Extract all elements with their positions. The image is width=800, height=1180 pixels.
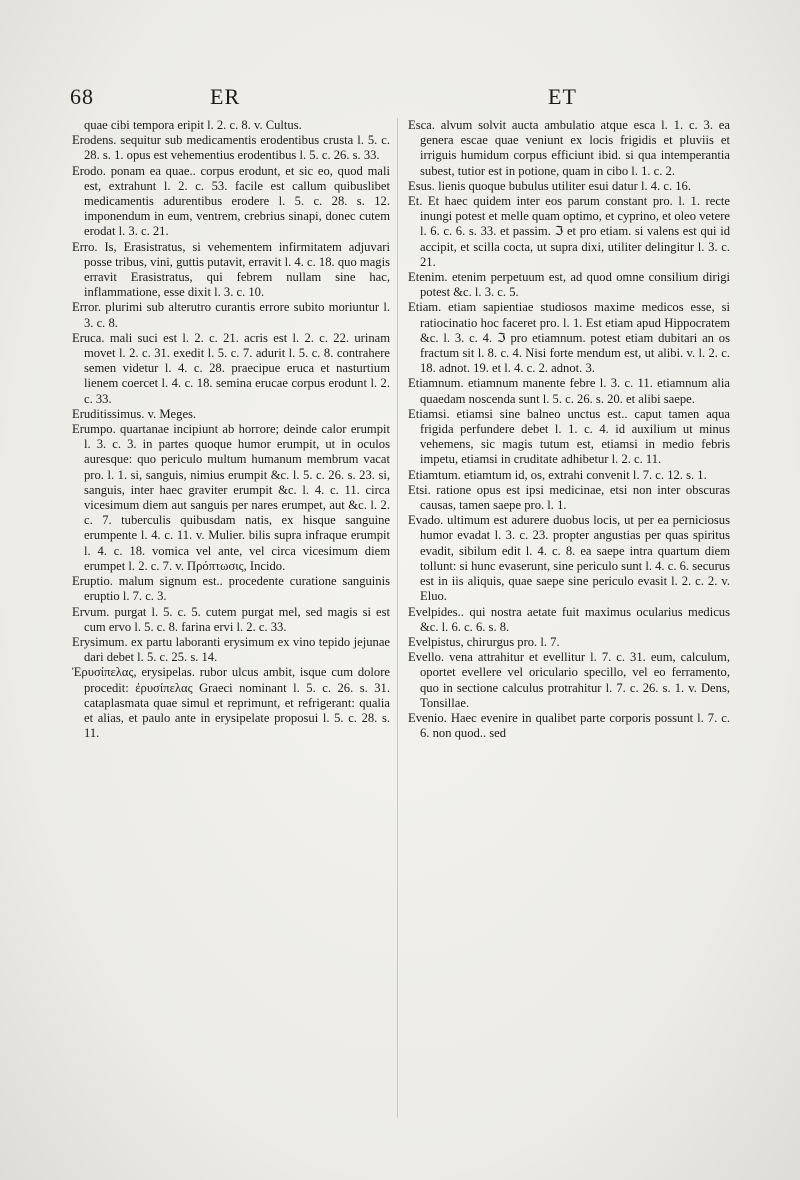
- dictionary-entry: [72, 164, 390, 240]
- dictionary-entry: [408, 483, 730, 513]
- entry-text: etiamsi sine balneo unctus est.. caput tamen aqua frigida perfundere debet l. 1. c. 4. id auxilium ut minus vehemens, sic magis tutum est, etiamsi in medio febris impetu, etiamsi in cruditate adhibetur l. 2. c. 11.: [420, 406, 730, 467]
- dictionary-entry: [408, 650, 730, 711]
- entry-headword: Eruditissimus.: [72, 406, 145, 421]
- left-running-head: ER: [210, 84, 241, 109]
- page-number: 68: [70, 84, 94, 109]
- dictionary-entry: [408, 711, 730, 741]
- entry-headword: Etiamtum.: [408, 467, 461, 482]
- entry-text: erysipelas. rubor ulcus ambit, isque cum dolore procedit: ἐρυσίπελας Graeci nominant l. 5. c. 26. s. 31. cataplasmata quae simul et reprimunt, et refrigerant: qualia et alias, et paulo ante in erysipelate proposui l. 5. c. 28. s. 11.: [84, 665, 390, 741]
- dictionary-entry: [72, 635, 390, 665]
- entry-headword: Error.: [72, 300, 102, 315]
- entry-headword: Etenim.: [408, 270, 448, 285]
- right-running-head: ET: [548, 84, 577, 109]
- entry-headword: Erodens.: [72, 133, 117, 148]
- entry-headword: Etiamnum.: [408, 376, 464, 391]
- right-column: [408, 118, 730, 741]
- entry-text: qui nostra aetate fuit maximus ocularius medicus &c. l. 6. c. 6. s. 8.: [420, 604, 730, 634]
- dictionary-entry: [408, 407, 730, 468]
- dictionary-entry: [72, 240, 390, 301]
- entry-headword: Ἐρυσίπελας,: [72, 665, 137, 680]
- entry-text: Haec evenire in qualibet parte corporis possunt l. 7. c. 6. non quod.. sed: [420, 710, 730, 741]
- dictionary-entry: [408, 468, 730, 483]
- entry-text: ex partu laboranti erysimum ex vino tepido jejunae dari debet l. 5. c. 25. s. 14.: [84, 634, 390, 665]
- dictionary-entry: [72, 133, 390, 163]
- dictionary-entry: [408, 179, 730, 194]
- entry-text: vena attrahitur et evellitur l. 7. c. 31. eum, calculum, oportet evellere vel oriculario specillo, vel eo ferramento, quo in sectione calculus protrahitur l. 7. c. 26. s. 1. v. Dens, Tonsillae.: [420, 650, 730, 710]
- entry-headword: Etiam.: [408, 300, 442, 315]
- entry-text: etiam sapientiae studiosos maxime medicos esse, si ratiocinatio hoc faceret pro. l. 1. Est etiam apud Hippocratem &c. l. 3. c. 4. ℑ pro etiamnum. potest etiam dubitari an os fractum sit l. 8. c. 4. Nisi forte mendum est, ut alibi. v. l. 2. c. 18. adnot. 19. et l. 4. c. 2. adnot. 3.: [420, 300, 731, 376]
- entry-text: ratione opus est ipsi medicinae, etsi non inter obscuras causas, tamen saepe pro. l. 1.: [420, 482, 730, 513]
- entry-headword: Evello.: [408, 650, 445, 665]
- entry-text: chirurgus pro. l. 7.: [466, 634, 560, 649]
- entry-text: plurimi sub alterutro curantis errore subito moriuntur l. 3. c. 8.: [84, 300, 390, 330]
- column-divider: [397, 118, 398, 1118]
- running-head: [0, 84, 800, 114]
- entry-headword: Erodo.: [72, 163, 106, 178]
- dictionary-entry: [72, 118, 390, 133]
- dictionary-entry: [408, 300, 730, 376]
- entry-headword: Evelpides..: [408, 604, 464, 619]
- dictionary-entry: [408, 118, 730, 179]
- dictionary-entry: [72, 422, 390, 574]
- dictionary-entry: [408, 194, 730, 270]
- entry-headword: Eruptio.: [72, 574, 113, 589]
- entry-text: etiamnum manente febre l. 3. c. 11. etiamnum alia quaedam noscenda sunt l. 5. c. 26. s. 20. et alibi saepe.: [420, 376, 731, 406]
- entry-text: Et haec quidem inter eos parum constant pro. l. 1. recte inungi potest et melle quam optimo, et cyprino, et oleo vetere l. 6. c. 6. s. 33. et passim. ℑ et pro etiam. si valens est qui id accipit, et scilla cocta, ut supra dixi, utiliter delingitur l. 3. c. 21.: [420, 194, 730, 269]
- dictionary-entry: [408, 605, 730, 635]
- entry-headword: Etsi.: [408, 482, 431, 497]
- dictionary-entry: [72, 300, 390, 330]
- entry-headword: Erro.: [72, 239, 98, 254]
- dictionary-entry: [72, 574, 390, 604]
- entry-text: v. Meges.: [147, 406, 197, 421]
- entry-text: sequitur sub medicamentis erodentibus crusta l. 5. c. 28. s. 1. opus est vehementius erodentibus l. 5. c. 26. s. 33.: [84, 133, 390, 163]
- left-column: [72, 118, 390, 741]
- entry-headword: Evenio.: [408, 710, 447, 725]
- entry-text: ultimum est adurere duobus locis, ut per ea perniciosus humor evadat l. 3. c. 23. propter angustias per quas spiritus evadit, sibilum edit l. 4. c. 8. ea saepe intra quartum diem tollunt: si hunc evaserunt, sine periculo sunt l. 4. c. 6. securus est in iis aliquis, quae saepe sine periculo evasit l. 2. c. 2. v. Eluo.: [420, 513, 730, 604]
- entry-text: etiamtum id, os, extrahi convenit l. 7. c. 12. s. 1.: [463, 467, 707, 482]
- dictionary-entry: [72, 407, 390, 422]
- entry-headword: Erumpo.: [72, 422, 116, 437]
- dictionary-entry: [72, 605, 390, 635]
- dictionary-entry: [408, 376, 730, 406]
- entry-text: quae cibi tempora eripit l. 2. c. 8. v. Cultus.: [84, 118, 302, 132]
- entry-text: malum signum est.. procedente curatione sanguinis eruptio l. 7. c. 3.: [84, 574, 390, 604]
- entry-headword: Eruca.: [72, 330, 105, 345]
- entry-text: mali suci est l. 2. c. 21. acris est l. 2. c. 22. urinam movet l. 2. c. 31. exedit l. 5. c. 7. adurit l. 5. c. 8. contrahere semen videtur l. 4. c. 28. praecipue eruca et nasturtium lienem coercet l. 4. c. 18. semina erucae corpus erodunt l. 2. c. 33.: [84, 330, 391, 406]
- entry-headword: Esus.: [408, 178, 435, 193]
- entry-text: purgat l. 5. c. 5. cutem purgat mel, sed magis si est cum ervo l. 5. c. 8. farina ervi l. 2. c. 33.: [84, 604, 390, 634]
- entry-text: ponam ea quae.. corpus erodunt, et sic eo, quod mali est, extrahunt l. 2. c. 53. facile est callum quibuslibet medicamentis adurentibus erodere l. 5. c. 28. s. 12. imponendum in eum, ventrem, crebrius sinapi, donec cutem erodat l. 3. c. 21.: [84, 163, 390, 239]
- entry-headword: Erysimum.: [72, 634, 128, 649]
- dictionary-entry: [72, 331, 390, 407]
- entry-headword: Ervum.: [72, 604, 110, 619]
- dictionary-entry: [408, 513, 730, 604]
- dictionary-entry: [408, 270, 730, 300]
- entry-text: etenim perpetuum est, ad quod omne consilium dirigi potest &c. l. 3. c. 5.: [420, 270, 730, 300]
- entry-text: lienis quoque bubulus utiliter esui datur l. 4. c. 16.: [438, 178, 691, 193]
- entry-headword: Et.: [408, 194, 423, 209]
- entry-headword: Evado.: [408, 513, 444, 528]
- entry-headword: Esca.: [408, 118, 435, 132]
- entry-text: Is, Erasistratus, si vehementem infirmitatem adjuvari posse tribus, vini, guttis putavit, erravit l. 4. c. 18. quo magis erravit Erasistratus, qui febrem nullam sine hac, inflammatione, esse dixit l. 3. c. 10.: [84, 239, 391, 300]
- dictionary-entry: [408, 635, 730, 650]
- entry-headword: Etiamsi.: [408, 406, 450, 421]
- entry-text: quartanae incipiunt ab horrore; deinde calor erumpit l. 3. c. 3. in partes quoque humor erumpit, ut in oculos auresque: quo periculo multum humanum membrum vacat pro. l. 1. si, sanguis, nimius erumpit &c. l. 5. c. 26. s. 23. si, sanguis, inter haec graviter erumpit &c. l. 4. c. 11. circa vicesimum diem aut sanguis per nares erumpet, aut &c. l. 2. c. 7. tuberculis quibusdam natis, ex hisque sanguine erumpente l. 4. c. 11. v. Mulier. bilis supra infraque erumpit l. 4. c. 18. vomica vel ante, vel circa vicesimum diem erumpet l. 2. c. 7. v. Πρόπτωσις, Incido.: [84, 422, 390, 573]
- dictionary-entry: [72, 665, 390, 741]
- entry-headword: Evelpistus,: [408, 634, 464, 649]
- entry-text: alvum solvit aucta ambulatio atque esca l. 1. c. 3. ea genera escae quae veniunt ex locis frigidis et pluviis et irriguis humidum corpus efficiunt ibid. si qua intemperantia subest, tutior est in potione, quam in cibo l. 1. c. 2.: [420, 118, 730, 178]
